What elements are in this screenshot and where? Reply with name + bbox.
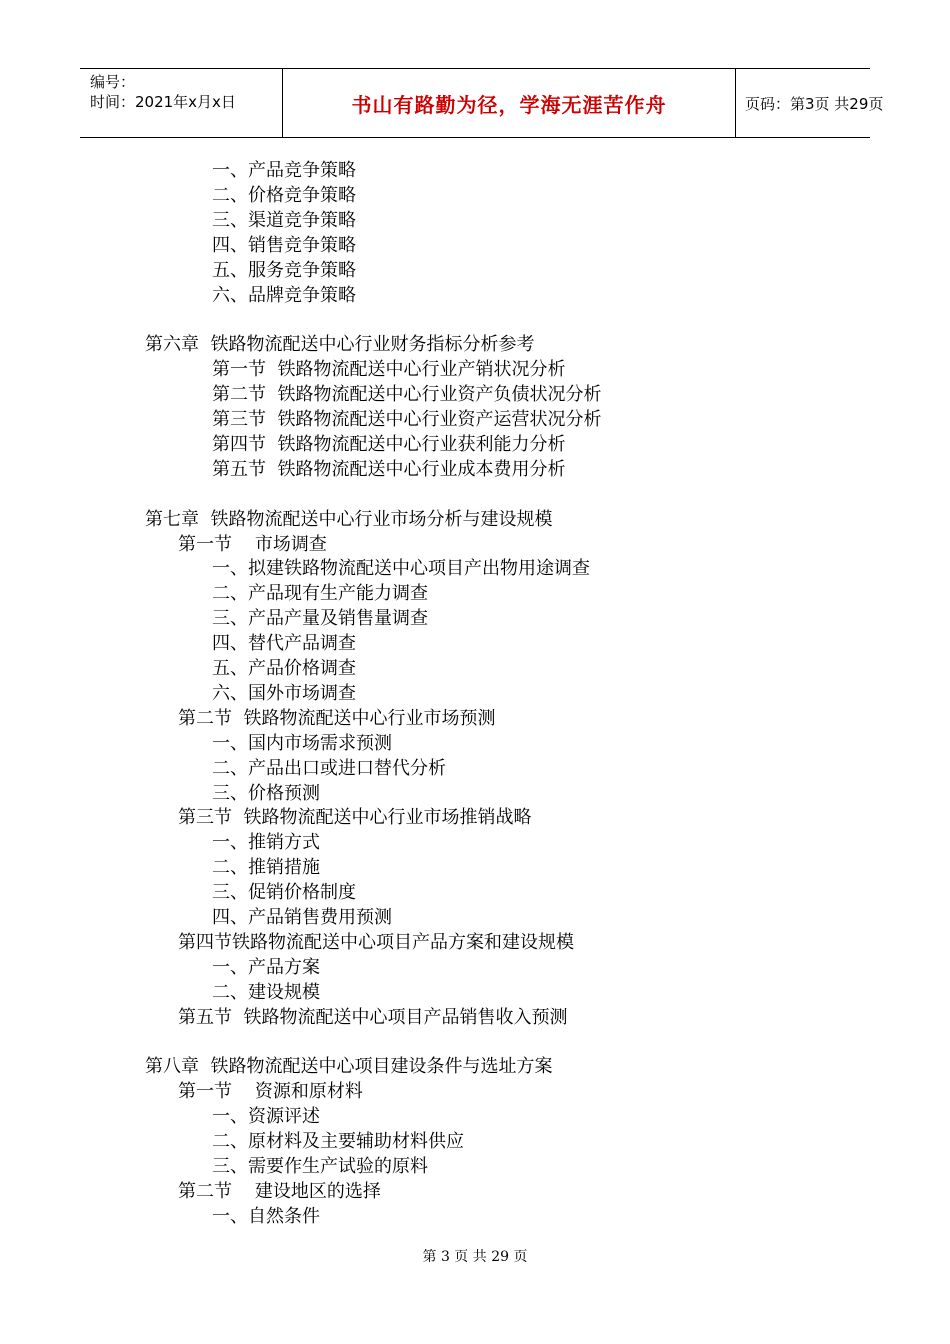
toc-chapter: 第八章 铁路物流配送中心项目建设条件与选址方案 bbox=[145, 1056, 553, 1078]
toc-section: 第一节 资源和原材料 bbox=[178, 1081, 363, 1103]
header-page-cell bbox=[735, 69, 884, 137]
toc-item: 第二节 铁路物流配送中心行业资产负债状况分析 bbox=[212, 384, 602, 406]
toc-item: 第一节 铁路物流配送中心行业产销状况分析 bbox=[212, 359, 566, 381]
toc-item: 六、品牌竞争策略 bbox=[212, 284, 356, 306]
toc-item: 二、产品出口或进口替代分析 bbox=[212, 757, 446, 779]
toc-section: 第四节铁路物流配送中心项目产品方案和建设规模 bbox=[178, 931, 574, 953]
toc-item: 六、国外市场调查 bbox=[212, 682, 356, 704]
toc-item: 三、价格预测 bbox=[212, 782, 320, 804]
toc-item: 一、拟建铁路物流配送中心项目产出物用途调查 bbox=[212, 558, 590, 580]
header-motto-cell bbox=[282, 69, 736, 137]
toc-chapter: 第七章 铁路物流配送中心行业市场分析与建设规模 bbox=[145, 508, 553, 530]
toc-section: 第二节 铁路物流配送中心行业市场预测 bbox=[178, 707, 496, 729]
toc-item: 第四节 铁路物流配送中心行业获利能力分析 bbox=[212, 433, 566, 455]
header-page-code: 页码：第3页 共29页 bbox=[745, 94, 884, 113]
footer-page-number: 第 3 页 共 29 页 bbox=[422, 1249, 528, 1265]
toc-item: 二、推销措施 bbox=[212, 857, 320, 879]
toc-section: 第一节 市场调查 bbox=[178, 533, 327, 555]
toc-item: 一、国内市场需求预测 bbox=[212, 732, 392, 754]
toc-item: 第三节 铁路物流配送中心行业资产运营状况分析 bbox=[212, 409, 602, 430]
toc-item: 一、资源评述 bbox=[212, 1106, 320, 1128]
page-header bbox=[80, 68, 884, 138]
toc-item: 四、销售竞争策略 bbox=[212, 234, 356, 256]
toc-item: 三、渠道竞争策略 bbox=[212, 209, 356, 231]
toc-item: 一、产品方案 bbox=[212, 956, 320, 978]
document-date-label: 时间：2021年x月x日 bbox=[90, 93, 236, 111]
header-meta-cell bbox=[80, 69, 282, 137]
toc-section: 第五节 铁路物流配送中心项目产品销售收入预测 bbox=[178, 1006, 568, 1028]
toc-section: 第三节 铁路物流配送中心行业市场推销战略 bbox=[178, 807, 532, 829]
toc-item: 二、建设规模 bbox=[212, 981, 320, 1003]
toc-item: 二、产品现有生产能力调查 bbox=[212, 583, 428, 605]
toc-item: 二、价格竞争策略 bbox=[212, 184, 356, 206]
toc-item: 四、替代产品调查 bbox=[212, 633, 356, 655]
toc-item: 一、推销方式 bbox=[212, 832, 320, 854]
toc-item: 五、产品价格调查 bbox=[212, 658, 356, 679]
toc-item: 三、产品产量及销售量调查 bbox=[212, 608, 428, 630]
toc-section: 第二节 建设地区的选择 bbox=[178, 1180, 381, 1202]
page-footer bbox=[0, 1246, 950, 1266]
toc-item: 二、原材料及主要辅助材料供应 bbox=[212, 1131, 464, 1153]
header-motto: 书山有路勤为径，学海无涯苦作舟 bbox=[351, 92, 667, 117]
toc-item: 一、自然条件 bbox=[212, 1205, 320, 1227]
toc-item: 一、产品竞争策略 bbox=[212, 160, 356, 181]
document-number-label: 编号： bbox=[90, 73, 136, 91]
toc-item: 三、需要作生产试验的原料 bbox=[212, 1156, 428, 1177]
toc-item: 第五节 铁路物流配送中心行业成本费用分析 bbox=[212, 458, 566, 480]
toc-item: 四、产品销售费用预测 bbox=[212, 907, 392, 928]
toc-chapter: 第六章 铁路物流配送中心行业财务指标分析参考 bbox=[145, 334, 535, 356]
toc-item: 五、服务竞争策略 bbox=[212, 259, 356, 281]
toc-item: 三、促销价格制度 bbox=[212, 882, 356, 904]
